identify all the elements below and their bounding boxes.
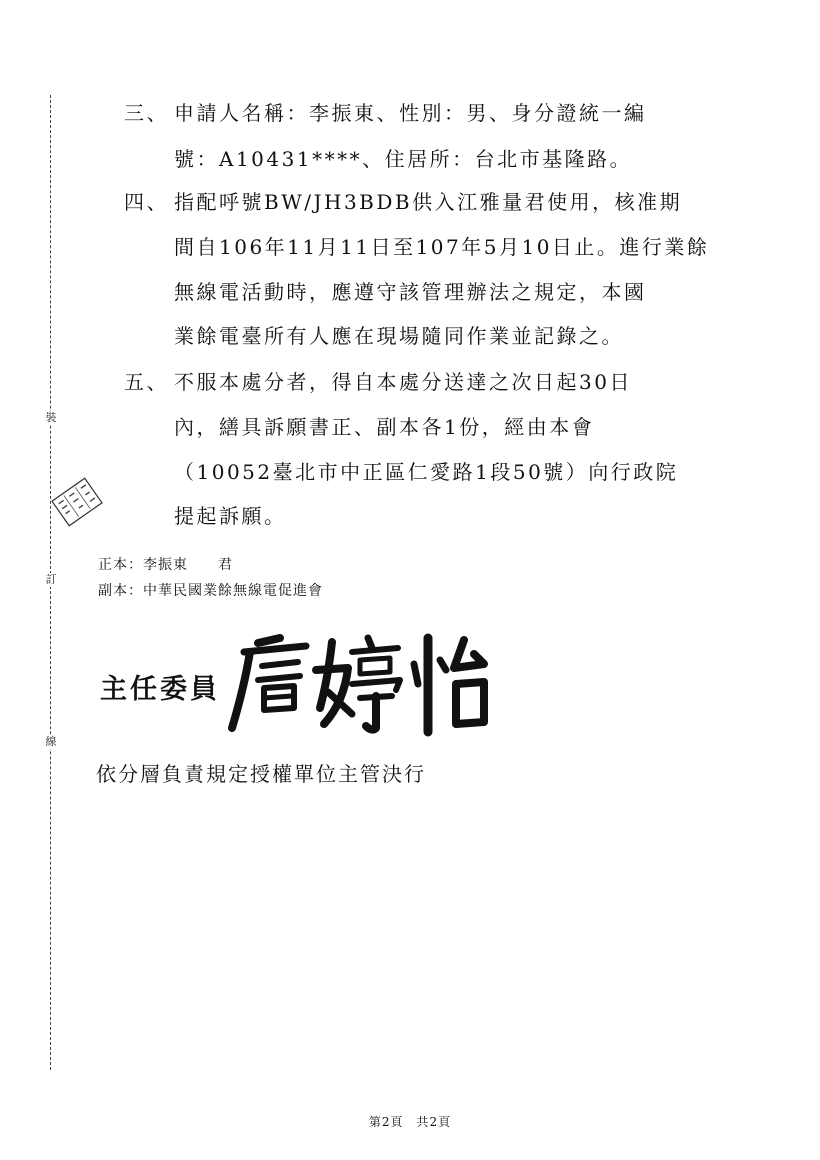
item-line: 內，繕具訴願書正、副本各1份，經由本會 [174, 415, 595, 439]
item-line: 號：A10431****、住居所：台北市基隆路。 [174, 147, 633, 171]
item-line: 提起訴願。 [174, 504, 287, 528]
original-recipient: 正本：李振東 君 [98, 557, 233, 573]
item-line: 間自106年11月11日至107年5月10日止。進行業餘 [174, 235, 710, 259]
item-number: 四、 [124, 190, 169, 214]
binding-char-xian: 線 [45, 735, 57, 748]
item-number: 三、 [124, 101, 169, 125]
item-line: 不服本處分者，得自本處分送達之次日起30日 [174, 370, 632, 394]
item-number: 五、 [124, 370, 169, 394]
item-line: 申請人名稱：李振東、性別：男、身分證統一編 [174, 101, 647, 125]
binding-char-ding: 訂 [45, 573, 57, 586]
signature [228, 628, 490, 738]
item-4 [124, 186, 724, 356]
item-line: 無線電活動時，應遵守該管理辦法之規定，本國 [174, 280, 647, 304]
signatory-title: 主任委員 [100, 674, 220, 705]
item-5 [124, 366, 724, 536]
page-footer: 第2頁 共2頁 [368, 1115, 452, 1129]
item-line: （10052臺北市中正區仁愛路1段50號）向行政院 [174, 460, 679, 484]
binding-char-zhuang: 裝 [45, 411, 57, 424]
seal-stamp [48, 473, 106, 531]
delegation-note: 依分層負責規定授權單位主管決行 [96, 762, 426, 786]
item-line: 指配呼號BW/JH3BDB供入江雅量君使用，核准期 [174, 190, 683, 214]
item-line: 業餘電臺所有人應在現場隨同作業並記錄之。 [174, 324, 624, 348]
copy-recipient: 副本：中華民國業餘無線電促進會 [98, 583, 323, 599]
item-3 [124, 97, 724, 177]
